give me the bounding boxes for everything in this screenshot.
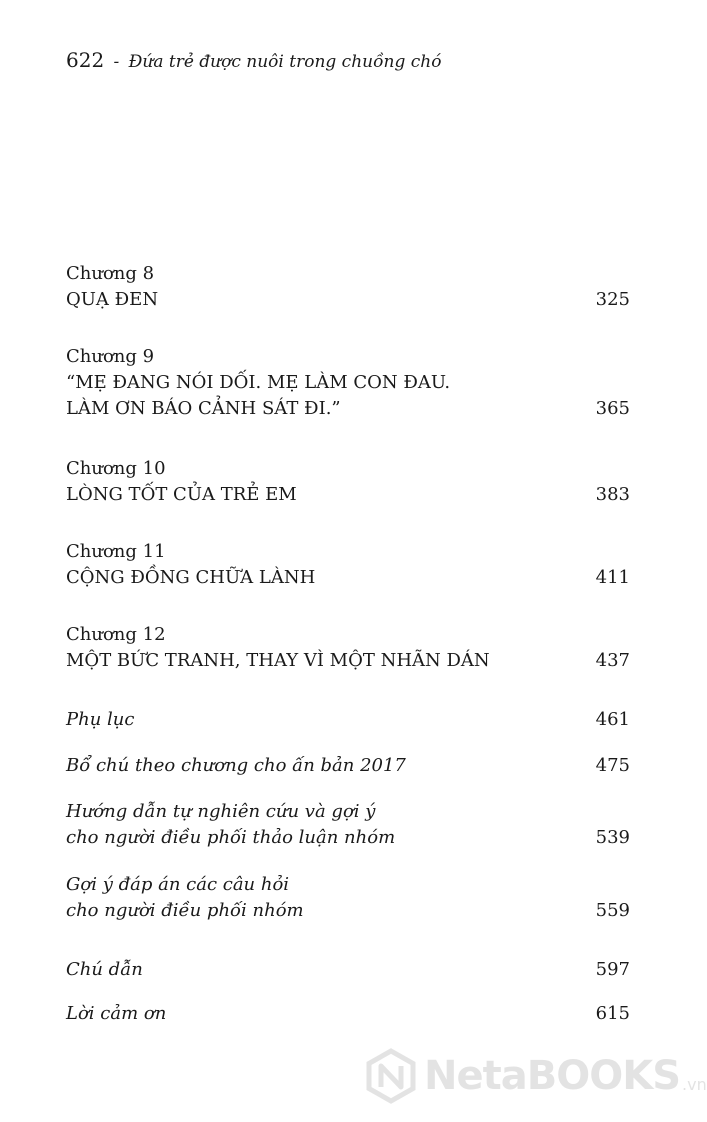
page-number: 411 <box>595 567 630 588</box>
chapter-label: Chương 10 <box>66 458 166 479</box>
watermark-tld: .vn <box>682 1074 707 1094</box>
page-number: 615 <box>595 1003 630 1024</box>
section-title-line-2: cho người điều phối nhóm <box>66 900 304 921</box>
toc-entry-study-guide[interactable] <box>66 799 630 851</box>
chapter-title: MỘT BỨC TRANH, THAY VÌ MỘT NHÃN DÁN <box>66 650 490 671</box>
chapter-label: Chương 8 <box>66 263 155 284</box>
section-title-line-1: Hướng dẫn tự nghiên cứu và gợi ý <box>66 801 376 822</box>
toc-entry-chapter-9[interactable] <box>66 344 630 422</box>
page-number: 475 <box>595 755 630 776</box>
chapter-title-line-1: “MẸ ĐANG NÓI DỐI. MẸ LÀM CON ĐAU. <box>66 372 451 393</box>
page-number: 365 <box>595 398 630 419</box>
watermark-brand: NetaBOOKS <box>424 1053 681 1099</box>
toc-entry-chapter-12[interactable] <box>66 622 630 674</box>
netabooks-logo-icon <box>364 1049 418 1103</box>
netabooks-watermark <box>364 1048 707 1104</box>
running-header <box>66 46 441 76</box>
page-number: 437 <box>595 650 630 671</box>
toc-entry-chapter-notes-2017[interactable] <box>66 753 630 779</box>
page-number: 559 <box>595 900 630 921</box>
chapter-label: Chương 11 <box>66 541 166 562</box>
section-title: Bổ chú theo chương cho ấn bản 2017 <box>66 755 406 776</box>
section-title: Chú dẫn <box>66 959 143 980</box>
toc-entry-chapter-11[interactable] <box>66 539 630 591</box>
chapter-title: CỘNG ĐỒNG CHỮA LÀNH <box>66 567 316 588</box>
header-page-number: 622 <box>66 48 105 72</box>
toc-entry-chapter-8[interactable] <box>66 261 630 313</box>
page-number: 539 <box>595 827 630 848</box>
page-number: 597 <box>595 959 630 980</box>
section-title: Phụ lục <box>66 709 135 730</box>
toc-entry-acknowledgements[interactable] <box>66 1001 630 1027</box>
chapter-label: Chương 12 <box>66 624 166 645</box>
toc-entry-answer-suggestions[interactable] <box>66 872 630 924</box>
page-number: 461 <box>595 709 630 730</box>
page-number: 325 <box>595 289 630 310</box>
toc-entry-chapter-10[interactable] <box>66 456 630 508</box>
section-title-line-1: Gợi ý đáp án các câu hỏi <box>66 874 290 895</box>
header-book-title: Đứa trẻ được nuôi trong chuồng chó <box>128 52 442 72</box>
section-title-line-2: cho người điều phối thảo luận nhóm <box>66 827 396 848</box>
section-title: Lời cảm ơn <box>66 1003 167 1024</box>
chapter-title: LÒNG TỐT CỦA TRẺ EM <box>66 484 297 505</box>
header-separator: - <box>113 52 120 72</box>
toc-entry-appendix[interactable] <box>66 707 630 733</box>
chapter-label: Chương 9 <box>66 346 155 367</box>
chapter-title-line-2: LÀM ƠN BÁO CẢNH SÁT ĐI.” <box>66 398 341 419</box>
toc-entry-citations[interactable] <box>66 957 630 983</box>
chapter-title: QUẠ ĐEN <box>66 289 159 310</box>
page-number: 383 <box>595 484 630 505</box>
